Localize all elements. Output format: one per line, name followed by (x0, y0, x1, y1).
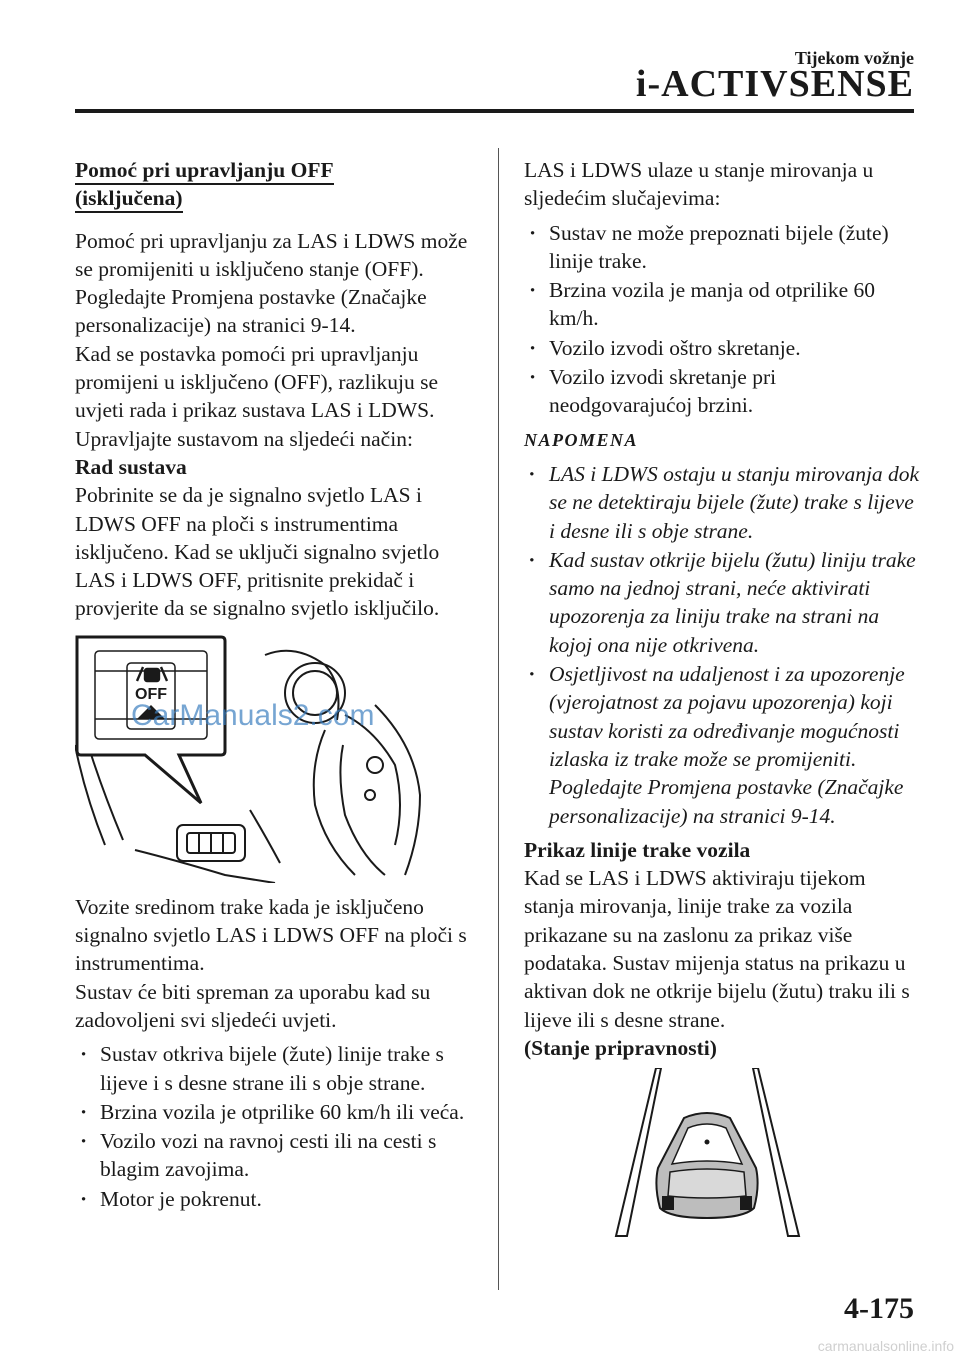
standby-cases-list (524, 219, 920, 420)
system-operation-heading: Rad sustava (75, 454, 187, 479)
site-watermark: carmanualsonline.info (817, 1338, 954, 1354)
right-column (524, 156, 920, 1248)
header-rule (75, 109, 914, 113)
lane-display-svg (524, 1068, 920, 1238)
section-title: Tijekom vožnje (794, 48, 914, 68)
standby-intro: LAS i LDWS ulaze u stanje mirovanja u sljedećim slučajevima: (524, 158, 874, 211)
list-item: · Sustav otkriva bijele (žute) linije trake s lijeve i s desne strane ili s obje strane. (75, 1040, 475, 1097)
dashboard-switch-illustration (75, 635, 475, 883)
off-indicator-label: OFF (135, 685, 167, 703)
intro-paragraph: Pomoć pri upravljanju za LAS i LDWS može se promijeniti u isključeno stanje (OFF). (75, 228, 468, 281)
list-item: · Brzina vozila je manja od otprilike 60 km/h. (524, 276, 920, 333)
drive-paragraph: Vozite sredinom trake kada je isključeno signalno svjetlo LAS i LDWS OFF na ploči s instrumentima. (75, 894, 467, 976)
list-item: · Vozilo izvodi skretanje pri neodgovarajućoj brzini. (524, 363, 920, 420)
list-item: · Motor je pokrenut. (75, 1185, 475, 1213)
list-item: · Kad sustav otkrije bijelu (žutu) liniju trake samo na jednoj strani, neće aktivirati upozorenja za liniju trake na strani na kojoj ona nije otkrivena. (524, 546, 920, 659)
note-title: NAPOMENA (524, 429, 639, 450)
list-item: · Brzina vozila je otprilike 60 km/h ili veća. (75, 1098, 475, 1126)
column-divider (498, 148, 499, 1290)
ready-conditions-list (75, 1040, 475, 1213)
list-item: · Vozilo izvodi oštro skretanje. (524, 334, 920, 362)
ready-paragraph: Sustav će biti spreman za uporabu kad su zadovoljeni svi sljedeći uvjeti. (75, 979, 431, 1032)
change-paragraph: Kad se postavka pomoći pri upravljanju promijeni u isključeno (OFF), razlikuju se uvjeti rada i prikaz sustava LAS i LDWS. (75, 341, 439, 423)
lane-display-heading: Prikaz linije trake vozila (524, 837, 751, 862)
standby-state-label: (Stanje pripravnosti) (524, 1035, 717, 1060)
heading-line-2: (isključena) (75, 186, 183, 213)
page-number: 4-175 (844, 1292, 914, 1325)
lane-display-illustration (524, 1068, 924, 1238)
heading-line-1: Pomoć pri upravljanju OFF (75, 158, 334, 185)
note-reference: Pogledajte Promjena postavke (Značajke personalizacije) na stranici 9-14. (549, 775, 904, 828)
steering-assist-off-heading (75, 156, 475, 213)
vehicle-icon (656, 1113, 757, 1218)
dashboard-illustration-svg (75, 635, 475, 883)
reference-paragraph: Pogledajte Promjena postavke (Značajke personalizacije) na stranici 9-14. (75, 285, 427, 338)
system-operation-text: Pobrinite se da je signalno svjetlo LAS i LDWS OFF na ploči s instrumentima isključeno. Kad se uključi signalno svjetlo LAS i LDWS OFF, pritisnite prekidač i provjerite da se signalno svjetlo isključilo. (75, 483, 440, 621)
operate-paragraph: Upravljajte sustavom na sljedeći način: (75, 426, 413, 451)
lane-display-text: Kad se LAS i LDWS aktiviraju tijekom stanja mirovanja, linije trake za vozila prikazane su na zaslonu za prikaz više podataka. Sustav mijenja status na prikazu u aktivan dok ne otkrije bijelu (žutu) traku ili s lijeve ili s desne strane. (524, 866, 910, 1032)
list-item: · Sustav ne može prepoznati bijele (žute) linije trake. (524, 219, 920, 276)
list-item: · LAS i LDWS ostaju u stanju mirovanja dok se ne detektiraju bijele (žute) trake s lijeve i desne ili s obje strane. (524, 460, 920, 545)
watermark-text: CarManuals2.com (131, 698, 375, 732)
list-item: · Vozilo vozi na ravnoj cesti ili na cesti s blagim zavojima. (75, 1127, 475, 1184)
left-lane-line (616, 1068, 661, 1236)
note-list (524, 460, 920, 830)
left-column (75, 156, 475, 1219)
list-item (524, 660, 920, 830)
chapter-title: i-ACTIVSENSE (635, 63, 914, 105)
right-lane-line (753, 1068, 799, 1236)
note-text: Osjetljivost na udaljenost i za upozorenje (vjerojatnost za pojavu upozorenja) koji sustav koristi za određivanje mogućnosti izlaska iz trake može se promijeniti. (549, 662, 905, 771)
